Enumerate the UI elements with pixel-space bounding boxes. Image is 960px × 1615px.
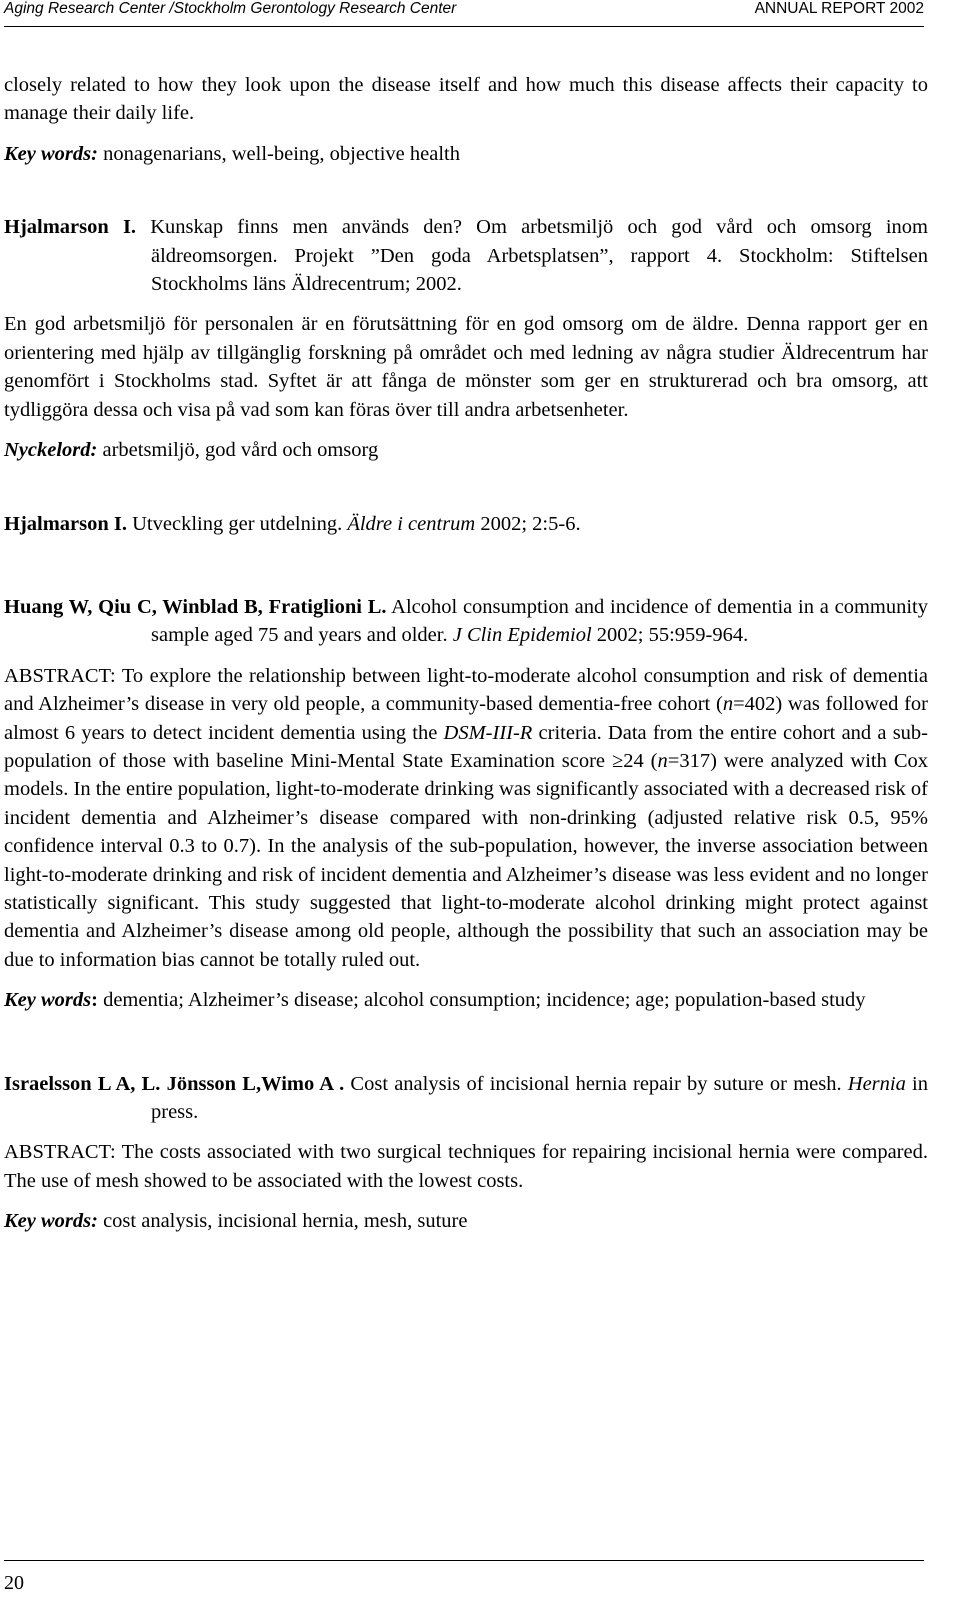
abstract-hernia — [4, 1138, 928, 1195]
reference-authors: Hjalmarson I. — [4, 513, 127, 536]
abstract-n: n — [657, 749, 668, 772]
keywords-1 — [4, 140, 928, 168]
keywords-4 — [4, 1207, 928, 1235]
keywords-label: Key words: — [4, 142, 98, 165]
keywords-label: Key words — [4, 989, 92, 1012]
reference-authors: Huang W, Qiu C, Winblad B, Fratiglioni L. — [4, 595, 387, 618]
abstract-text: =317) were analyzed with Cox models. In the entire population, light-to-moderate drinking was significantly associated with a decreased risk of incident dementia and Alzheimer’s disease compared with non-drinking (adjusted relative risk 0.5, 95% confidence interval 0.3 to 0.7). In the analysis of the sub-population, however, the inverse association between light-to-moderate drinking and risk of incident dementia and Alzheimer’s disease was less evident and no longer statistically significant. This study suggested that light-to-moderate alcohol drinking might protect against dementia and Alzheimer’s disease among old people, although the possibility that such an association may be due to information bias cannot be totally ruled out. — [4, 749, 929, 971]
page-footer — [4, 1560, 924, 1595]
keywords-text: nonagenarians, well-being, objective health — [97, 142, 460, 165]
reference-hjalmarson-kunskap — [4, 213, 928, 298]
reference-citation: in press. — [151, 1072, 928, 1123]
reference-citation: 2002; 2:5-6. — [475, 513, 581, 536]
keywords-text: arbetsmiljö, god vård och omsorg — [97, 439, 379, 462]
page-content — [4, 71, 928, 1236]
abstract-dsm: DSM-III-R — [443, 721, 533, 744]
keywords-label: Nyckelord: — [4, 439, 98, 462]
header-rule — [4, 26, 924, 27]
page-number: 20 — [4, 1572, 24, 1594]
reference-journal: J Clin Epidemiol — [452, 624, 592, 647]
keywords-3 — [4, 986, 928, 1014]
footer-rule — [4, 1560, 924, 1561]
reference-journal: Äldre i centrum — [347, 513, 476, 536]
keywords-2 — [4, 436, 928, 464]
abstract-alcohol-dementia — [4, 662, 928, 974]
page-header — [4, 0, 924, 30]
abstract-text: ABSTRACT: The costs associated with two surgical techniques for repairing incisional hernia were compared. The use of mesh showed to be associated with the lowest costs. — [4, 1141, 928, 1192]
reference-hjalmarson-utveckling — [4, 510, 928, 538]
reference-israelsson — [4, 1070, 928, 1127]
keywords-text: dementia; Alzheimer’s disease; alcohol consumption; incidence; age; population-based study — [97, 989, 866, 1012]
abstract-arbetsmiljo — [4, 310, 928, 424]
reference-text: Utveckling ger utdelning. — [127, 513, 348, 536]
abstract-continuation-text: closely related to how they look upon the disease itself and how much this disease affects their capacity to manage their daily life. — [4, 74, 928, 125]
abstract-text: criteria. Data from the entire cohort and a sub-population of those with baseline Mini-Mental State Examination score — [4, 721, 928, 772]
reference-huang — [4, 593, 928, 650]
abstract-text: ≥24 ( — [611, 749, 658, 772]
abstract-text: =402) was followed for almost 6 years to detect incident dementia using the — [4, 693, 928, 744]
reference-authors: Hjalmarson I. — [4, 216, 137, 239]
keywords-text: cost analysis, incisional hernia, mesh, suture — [97, 1210, 468, 1233]
header-report-title: ANNUAL REPORT 2002 — [754, 0, 924, 17]
reference-text: Kunskap finns men används den? Om arbetsmiljö och god vård och omsorg inom äldreomsorgen. Projekt ”Den goda Arbetsplatsen”, rapport 4. Stockholm: Stiftelsen Stockholms läns Äldrecentrum; 2002. — [136, 216, 928, 296]
reference-journal: Hernia — [847, 1072, 906, 1095]
keywords-colon: : — [91, 989, 98, 1012]
abstract-continuation — [4, 71, 928, 128]
abstract-n: n — [722, 693, 734, 716]
reference-text: Alcohol consumption and incidence of dementia in a community sample aged 75 and years and older. — [151, 595, 928, 647]
reference-authors: Israelsson L A, L. Jönsson L,Wimo A . — [4, 1072, 345, 1095]
reference-text: Cost analysis of incisional hernia repair by suture or mesh. — [344, 1072, 848, 1095]
reference-citation: 2002; 55:959-964. — [591, 624, 749, 647]
keywords-label: Key words: — [4, 1210, 98, 1233]
abstract-text: En god arbetsmiljö för personalen är en förutsättning för en god omsorg om de äldre. Denna rapport ger en orientering med hjälp av tillgänglig forskning på området och med ledning av några studier Äldrecentrum har genomfört i Stockholms stad. Syftet är att fånga de mönster som ger en strukturerad och bra omsorg, att tydliggöra dessa och visa på vad som kan föras över till andra arbetsenheter. — [4, 313, 928, 421]
abstract-text: ABSTRACT: To explore the relationship between light-to-moderate alcohol consumption and risk of dementia and Alzheimer’s disease in very old people, a community-based dementia-free cohort ( — [4, 664, 928, 716]
header-institution: Aging Research Center /Stockholm Gerontology Research Center — [4, 0, 457, 17]
